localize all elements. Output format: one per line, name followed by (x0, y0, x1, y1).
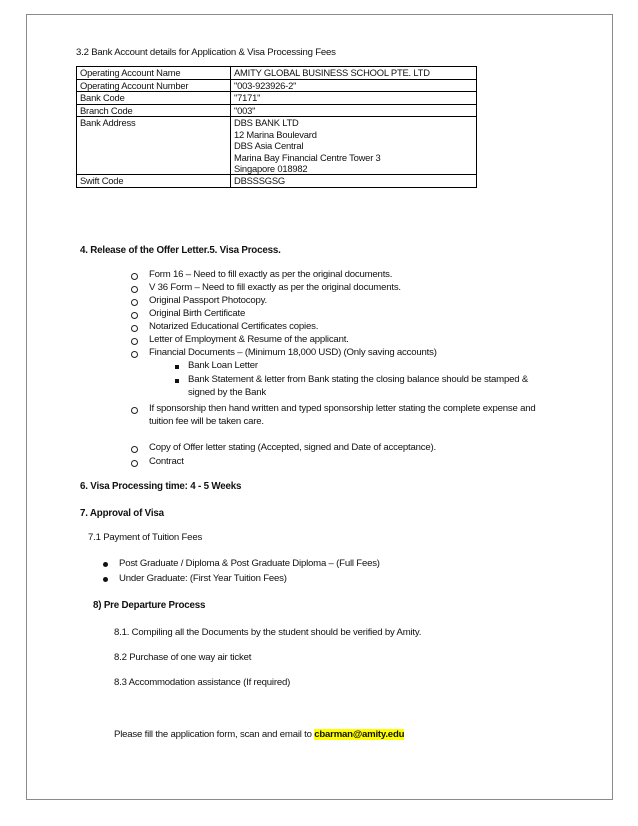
list-item: If sponsorship then hand written and typed sponsorship letter stating the complete expense and (149, 403, 536, 414)
section-8-heading: 8) Pre Departure Process (93, 600, 206, 611)
closing-instruction (114, 729, 404, 740)
section-6-heading: 6. Visa Processing time: 4 - 5 Weeks (80, 481, 242, 492)
circle-bullet-icon (131, 299, 138, 306)
table-cell-label: Branch Code (77, 104, 231, 117)
address-line: DBS BANK LTD (234, 117, 299, 129)
circle-bullet-icon (131, 351, 138, 358)
table-row (77, 175, 477, 188)
section-7-heading: 7. Approval of Visa (80, 508, 164, 519)
list-item-continuation: tuition fee will be taken care. (149, 416, 264, 427)
circle-bullet-icon (131, 325, 138, 332)
circle-bullet-icon (131, 407, 138, 414)
table-cell-label: Swift Code (77, 175, 231, 188)
list-item: Financial Documents – (Minimum 18,000 USD) (Only saving accounts) (149, 347, 437, 358)
circle-bullet-icon (131, 312, 138, 319)
bank-address-cell (231, 117, 477, 175)
address-line: Singapore 018982 (234, 163, 308, 174)
bank-details-heading: 3.2 Bank Account details for Application & Visa Processing Fees (76, 47, 336, 58)
list-item-continuation: signed by the Bank (188, 387, 267, 398)
list-item: Letter of Employment & Resume of the applicant. (149, 334, 349, 345)
circle-bullet-icon (131, 286, 138, 293)
list-item: Post Graduate / Diploma & Post Graduate Diploma – (Full Fees) (119, 558, 380, 569)
address-line: 12 Marina Boulevard (234, 128, 317, 140)
subsection-7-1: 7.1 Payment of Tuition Fees (88, 532, 203, 543)
table-cell-label: Operating Account Name (77, 67, 231, 80)
table-cell-value: "003-923926-2" (231, 79, 477, 92)
list-item: Form 16 – Need to fill exactly as per the original documents. (149, 269, 393, 280)
bank-details-table (76, 66, 477, 188)
subsection-8-3: 8.3 Accommodation assistance (If required) (114, 677, 291, 688)
circle-bullet-icon (131, 273, 138, 280)
table-row (77, 104, 477, 117)
circle-bullet-icon (131, 338, 138, 345)
list-item: Original Passport Photocopy. (149, 295, 267, 306)
table-cell-value: AMITY GLOBAL BUSINESS SCHOOL PTE. LTD (231, 67, 477, 80)
table-row (77, 67, 477, 80)
table-cell-value: DBSSSGSG (231, 175, 477, 188)
table-cell-value: "003" (231, 104, 477, 117)
circle-bullet-icon (131, 460, 138, 467)
table-cell-value: "7171" (231, 92, 477, 105)
table-cell-label: Bank Code (77, 92, 231, 105)
list-item: Under Graduate: (First Year Tuition Fees) (119, 573, 287, 584)
subsection-8-2: 8.2 Purchase of one way air ticket (114, 652, 252, 663)
square-bullet-icon (175, 365, 179, 369)
address-line: DBS Asia Central (234, 140, 304, 152)
email-link[interactable]: cbarman@amity.edu (314, 729, 405, 740)
address-line: Marina Bay Financial Centre Tower 3 (234, 151, 381, 163)
list-item: Copy of Offer letter stating (Accepted, signed and Date of acceptance). (149, 442, 436, 453)
section-4-heading: 4. Release of the Offer Letter.5. Visa Process. (80, 245, 281, 256)
table-cell-label: Operating Account Number (77, 79, 231, 92)
table-row (77, 117, 477, 175)
table-row (77, 79, 477, 92)
list-item: Bank Loan Letter (188, 360, 258, 371)
circle-bullet-icon (131, 446, 138, 453)
closing-text: Please fill the application form, scan and email to (114, 729, 315, 740)
round-bullet-icon (103, 577, 108, 582)
list-item: Contract (149, 456, 184, 467)
table-row (77, 92, 477, 105)
list-item: V 36 Form – Need to fill exactly as per the original documents. (149, 282, 401, 293)
square-bullet-icon (175, 379, 179, 383)
round-bullet-icon (103, 562, 108, 567)
subsection-8-1: 8.1. Compiling all the Documents by the student should be verified by Amity. (114, 627, 422, 638)
list-item: Notarized Educational Certificates copies. (149, 321, 319, 332)
list-item: Original Birth Certificate (149, 308, 246, 319)
table-cell-label: Bank Address (77, 117, 231, 175)
list-item: Bank Statement & letter from Bank stating the closing balance should be stamped & (188, 374, 529, 385)
